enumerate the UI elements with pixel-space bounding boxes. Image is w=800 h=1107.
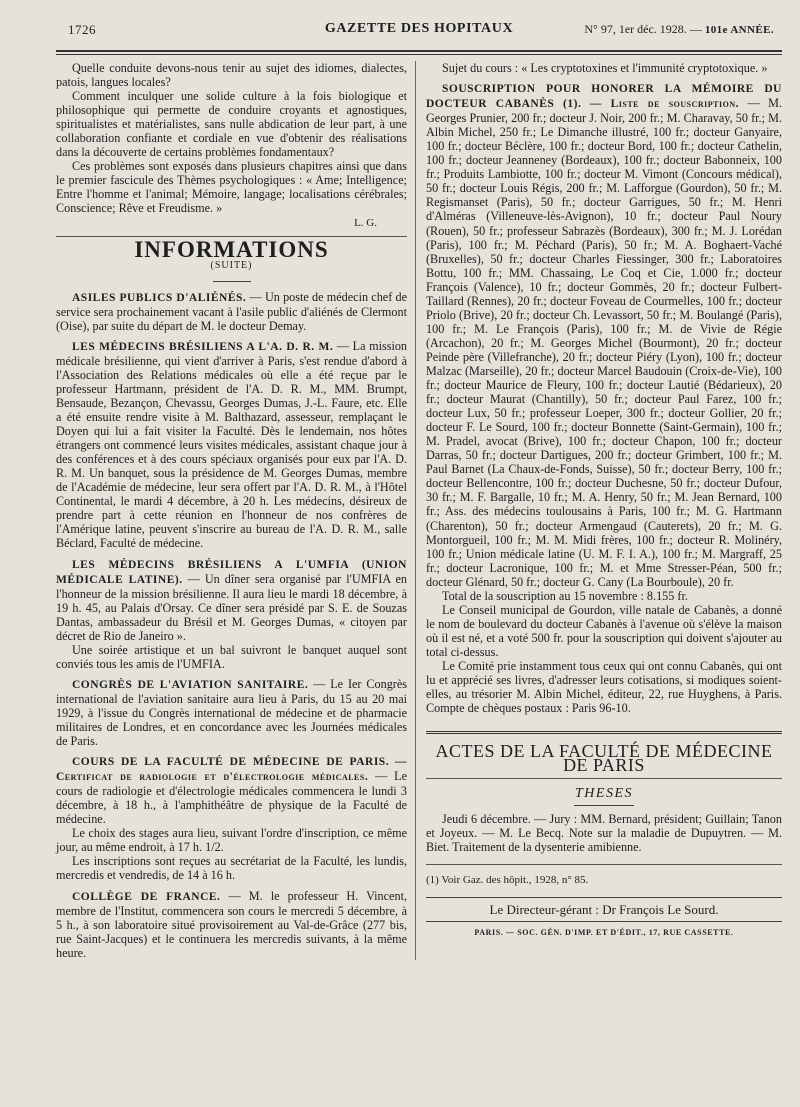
subscription-list: — M. Georges Prunier, 200 fr.; docteur J. Noir, 200 fr.; M. Charavay, 50 fr.; M. Albin Michel, 250 fr.; Le Dimanche illustré, 100 fr.; docteur Ganyaire, 100 fr.; docteur Béclère, 100 fr.; docteur Bord, 100 fr.; docteur Cathelin, 100 fr.; docteur Jeanneney (Bordeaux), 100 fr.; docteur Babonneix, 100 fr.; Produits Lambiotte, 100 fr.; docteur M. Vimont (Concours médical), 50 fr.; docteur Louis Régis, 200 fr.; M. Lafforgue (Gourdon), 50 fr.; M. Regismanset (Paris), 50 fr.; docteur Garrigues, 50 fr.; M. Henri d'Alméras (Villeneuve-lès-Avignon), 10 fr.; docteur Paul Noury (Rouen), 50 fr.; professeur Sabrazès (Bordeaux), 300 fr.; M. J. Lorédan (Paris), 100 fr.; M. Péchard (Paris), 50 fr.; M. A. Boghaert-Vaché (Bruxelles), 50 fr.; docteur Charles Fiessinger, 300 fr.; Laboratoires Bottu, 100 fr.; MM. Chassaing, Le Coq et Cie, 1.000 fr.; docteur François (Valence), 10 fr.; docteur Gommès, 20 fr.; docteur Fulbert-Taillard (Rennes), 20 fr.; docteur Foveau de Courmelles, 100 fr.; docteur Priolo (Brive), 20 fr.; docteur Ch. Levassort, 50 fr.; M. Boulangé (Paris), 100 fr.; M. Le François (Paris), 100 fr.; M. de Vivie de Régie (Arcachon), 20 fr.; M. Georges Michel (Bourmont), 20 fr.; docteur Peinde père (Villefranche), 20 fr.; docteur Piéry (Lyon), 100 fr.; docteur Malzac (Marseille), 20 fr.; docteur Marcel Baudouin (Croix-de-Vie), 100 fr.; docteur Maurice de Fleury, 100 fr.; docteur Lautié (Bédarieux), 20 fr.; docteur Maurat (Chantilly), 50 fr.; docteur Paul Farez, 100 fr.; docteur Lux, 50 fr.; professeur Loeper, 300 fr.; docteur Gollier, 20 fr.; docteur F. Le Sourd, 100 fr.; docteur Bonnette (Saint-Germain), 100 fr.; M. Pradel, avocat (Brive), 100 fr.; docteur Chapon, 100 fr.; docteur Darras, 50 fr.; docteur Dartigues, 200 fr.; docteur Grimbert, 100 fr.; M. Paul Barnet (La Chaux-de-Fonds, Suisse), 50 fr.; docteur Berry, 100 fr.; docteur Bellencontre, 100 fr.; docteur Duchesne, 50 fr.; docteur Dufour, 30 fr.; M. F. Bargalle, 10 fr.; M. A. Henry, 50 fr.; M. Jean Bernard, 100 fr.; Ass. des médecins toulousains à Paris, 100 fr.; M. G. Hartmann (Charenton), 50 fr.; docteur Armengaud (Cauterets), 20 fr.; M. G. Montorgueil, 100 fr.; M. M. Midi frères, 100 fr.; docteur R. Molinéry, 100 fr.; Union médicale latine (U. M. F. I. A.), 100 fr.; M. Margraff, 25 fr.; docteur Lacronique, 100 fr.; M. et Mme Stresser-Péan, 500 fr.; docteur Glénard, 50 fr.; docteur G. Cany (La Bourboule), 20 fr. bbox=[426, 96, 783, 589]
subsection-title: THESES bbox=[575, 786, 633, 802]
section-subtitle: (SUITE) bbox=[210, 259, 253, 271]
news-body: — Le Ier Congrès international de l'aviation sanitaire aura lieu à Paris, du 15 au 20 mai 1929, à l'issue du Congrès international de médecine et de pharmacie militaires de Londres, et en concordance avec les Journées médicales de Paris. bbox=[56, 676, 407, 749]
paragraph: Le choix des stages aura lieu, suivant l'ordre d'inscription, ce même jour, au même endroit, à 17 h. 1/2. bbox=[56, 826, 407, 855]
news-body: — Un poste de médecin chef de service sera prochainement vacant à l'asile public d'aliénés de Clermont (Oise), par suite du départ de M. le docteur Demay. bbox=[56, 289, 407, 333]
issue-number: N° 97, 1er déc. 1928. — bbox=[584, 22, 702, 36]
news-subheading: — Liste de souscription. bbox=[589, 98, 739, 111]
issue-year: 101e ANNÉE. bbox=[704, 24, 774, 36]
paragraph: Ces problèmes sont exposés dans plusieurs chapitres ainsi que dans le premier fascicule des Thèmes psychologiques : « Ame; Intelligence; Entre l'homme et l'animal; Mémoire, langage; localisations cérébrales; Conscience; Rêve et Freudisme. » bbox=[56, 159, 407, 216]
news-body: — M. le professeur H. Vincent, membre de l'Institut, commencera son cours le mercredi 5 décembre, à 5 h., à son laboratoire situé provisoirement au Val-de-Grâce (277 bis, rue Saint-Jacques) et le continuera les mercredis suivants, à la même heure. bbox=[56, 888, 407, 960]
actes-section bbox=[426, 731, 782, 854]
paragraph: Comment inculquer une solide culture à la fois biologique et philosophique qui permette de conduire croyants et agnostiques, spiritualistes et matérialistes, sans nulle abdication de leur part, à une collaboration confiante et cordiale en vue d'obtenir des réalisations dans la découverte de certains problèmes fondamentaux? bbox=[56, 89, 407, 160]
page-number: 1726 bbox=[68, 22, 96, 37]
left-column bbox=[56, 61, 416, 960]
paragraph: Le Comité prie instamment tous ceux qui ont connu Cabanès, qui ont lu et apprécié ses livres, d'adresser leurs cotisations, si modiques soient-elles, au trésorier M. Albin Michel, éditeur, 22, rue Huyghens, à Paris. Compte de chèques postaux : Paris 96-10. bbox=[426, 658, 782, 716]
short-divider bbox=[574, 805, 634, 806]
news-heading: COLLÈGE DE FRANCE. bbox=[72, 890, 221, 903]
article-signature: L. G. bbox=[354, 216, 377, 229]
paragraph: Le Conseil municipal de Gourdon, ville natale de Cabanès, a donné le nom de boulevard du docteur Cabanès à l'avenue où s'élève la maison où il est né, et a voté 500 fr. pour la souscription qui doivent s'ajouter au total ci-dessus. bbox=[426, 602, 782, 659]
paragraph: Les inscriptions sont reçues au secrétariat de la Faculté, les lundis, mercredis et vendredis, de 14 à 16 h. bbox=[56, 854, 407, 883]
paragraph: Quelle conduite devons-nous tenir au sujet des idiomes, dialectes, patois, langues locales? bbox=[56, 61, 407, 90]
news-item bbox=[56, 339, 407, 551]
journal-title: GAZETTE DES HOPITAUX bbox=[324, 21, 514, 36]
news-item bbox=[56, 557, 407, 643]
news-subheading: — Certificat de radiologie et d'électrologie médicales. bbox=[56, 756, 407, 784]
news-item bbox=[56, 290, 407, 333]
header-rule bbox=[56, 50, 782, 55]
news-item bbox=[56, 677, 407, 748]
news-body: — Un dîner sera organisé par l'UMFIA en l'honneur de la mission brésilienne. Il aura lieu le mardi 18 décembre, à 19 h. 45, au Palais d'Orsay. Ce dîner sera présidé par S. E. de Souzas Dantas, ambassadeur du Brésil et M. Georges Dumas, « citoyen par décret de Rio de Janeiro ». bbox=[56, 571, 408, 643]
news-heading: ASILES PUBLICS D'ALIÉNÉS. bbox=[72, 291, 247, 304]
printer-line: PARIS. — SOC. GÉN. D'IMP. ET D'ÉDIT., 17, RUE CASSETTE. bbox=[474, 927, 734, 937]
news-item bbox=[56, 754, 407, 826]
news-heading: LES MÉDECINS BRÉSILIENS A L'A. D. R. M. bbox=[72, 340, 334, 353]
news-heading: CONGRÈS DE L'AVIATION SANITAIRE. bbox=[72, 678, 309, 691]
issue-info bbox=[584, 22, 774, 37]
news-heading: SOUSCRIPTION POUR HONORER LA MÉMOIRE DU DOCTEUR CABANÈS (1). bbox=[426, 83, 782, 111]
section-title: INFORMATIONS bbox=[134, 236, 329, 262]
footnote: (1) Voir Gaz. des hôpit., 1928, n° 85. bbox=[426, 864, 782, 887]
short-divider bbox=[213, 281, 251, 282]
right-column bbox=[416, 61, 782, 960]
page-header bbox=[56, 16, 782, 42]
director-line: Le Directeur-gérant : Dr François Le Sourd. bbox=[426, 897, 782, 921]
section-title: ACTES DE LA FACULTÉ DE MÉDECINE DE PARIS bbox=[426, 744, 782, 779]
news-heading: COURS DE LA FACULTÉ DE MÉDECINE DE PARIS. bbox=[72, 756, 390, 769]
news-heading: LES MÉDECINS BRÉSILIENS A L'UMFIA (UNION MÉDICALE LATINE). bbox=[56, 558, 407, 586]
columns bbox=[56, 61, 782, 960]
paragraph: Sujet du cours : « Les cryptotoxines et l'immunité cryptotoxique. » bbox=[442, 61, 768, 75]
news-body: — Le cours de radiologie et d'électrologie médicales commencera le lundi 3 décembre, à 18 h., à l'amphithéâtre de physique de la Faculté de médecine. bbox=[56, 769, 408, 827]
paragraph: Une soirée artistique et un bal suivront le banquet auquel sont conviés tous les amis de l'UMFIA. bbox=[56, 642, 407, 671]
news-item bbox=[426, 81, 782, 589]
theses-entry: Jeudi 6 décembre. — Jury : MM. Bernard, président; Guillain; Tanon et Joyeux. — M. Le Becq. Note sur la maladie de Dupuytren. — M. Biet. Traitement de la dysenterie amibienne. bbox=[426, 812, 782, 855]
subscription-total: Total de la souscription au 15 novembre : 8.155 fr. bbox=[442, 588, 688, 603]
news-item bbox=[56, 889, 407, 960]
news-body: — La mission médicale brésilienne, qui vient d'arriver à Paris, s'est rendue d'abord à l'Association des Relations médicales où elle a été reçue par le professeur Hartmann, président de l'A. D. R. M., MM. Brumpt, Bensaude, Bezançon, Chevassu, Georges Dumas, J.-L. Faure, etc. Elle a été ensuite rendre visite à M. Balthazard, assesseur, remplaçant le Doyen qui lui a fait visiter la Faculté. Dès le lendemain, nos hôtes étrangers ont commencé leurs visites médicales, assistant chaque jour à des conférences et à des cours spéciaux organisés pour eux par l'A. D. R. M. Un banquet, sous la présidence de M. Georges Dumas, membre de l'Académie de médecine, leur sera offert par l'A. D. R. M., à l'Hôtel Continental, le mardi 4 décembre, à 20 h. Les médecins, désireux de prendre part à cette réunion en l'honneur de nos confrères de l'Amérique latine, peuvent s'inscrire au bureau de l'A. D. R. M., salle Béclard, Faculté de médecine. bbox=[56, 338, 408, 551]
